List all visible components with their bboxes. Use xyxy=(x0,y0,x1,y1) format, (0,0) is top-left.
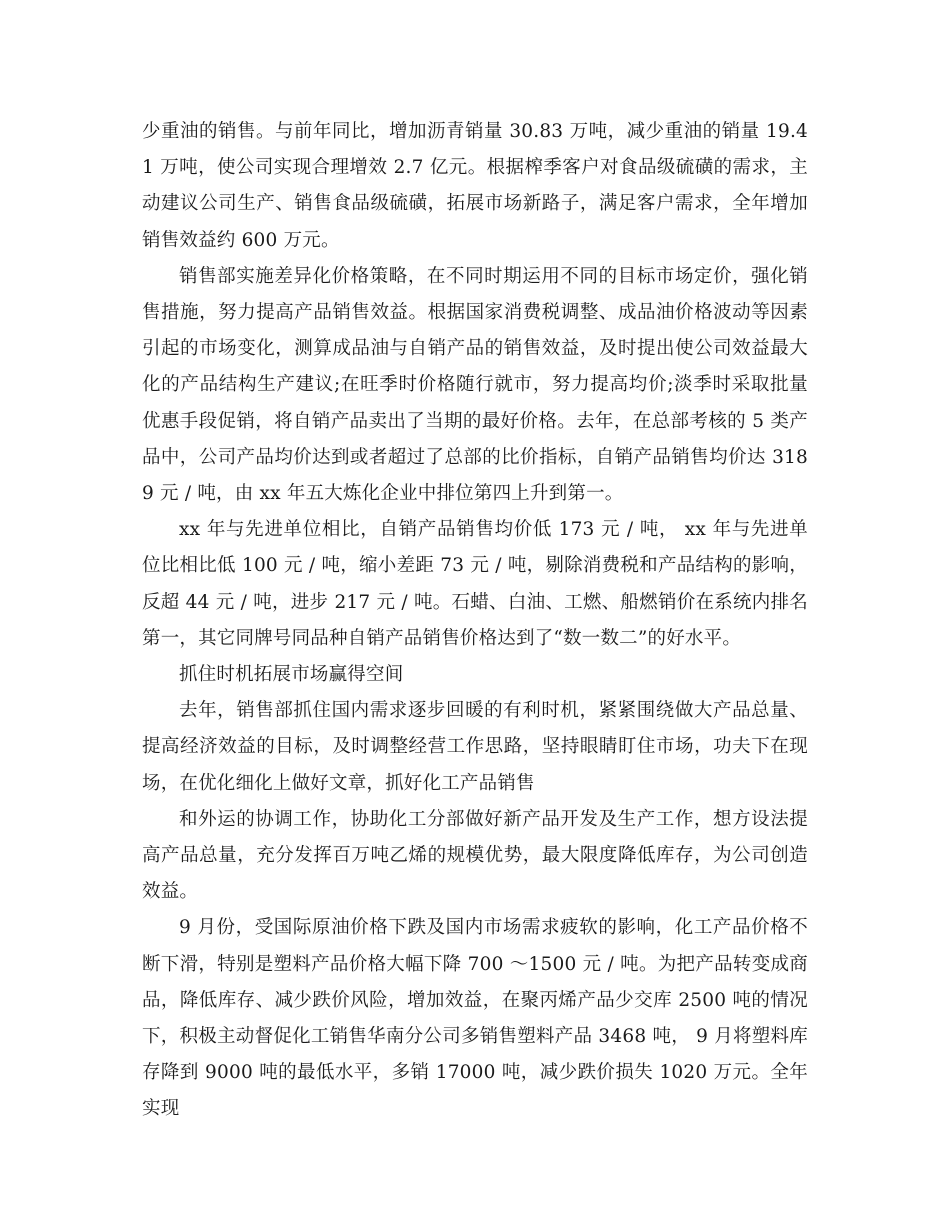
document-body xyxy=(142,114,808,1128)
paragraph-6: 9 月份，受国际原油价格下跌及国内市场需求疲软的影响，化工产品价格不断下滑，特别是塑料产品价格大幅下降 700 ～1500 元 / 吨。为把产品转变成商品，降低库存、减少跌价风险，增加效益，在聚丙烯产品少交库 2500 吨的情况下，积极主动督促化工销售华南分公司多销售塑料产品 3468 吨， 9 月将塑料库存降到 9000 吨的最低水平，多销 17000 吨，减少跌价损失 1020 万元。全年实现 xyxy=(142,917,808,1120)
section-heading: 抓住时机拓展市场赢得空间 xyxy=(179,664,404,686)
paragraph-5: 和外运的协调工作，协助化工分部做好新产品开发及生产工作，想方设法提高产品总量，充分发挥百万吨乙烯的规模优势，最大限度降低库存，为公司创造效益。 xyxy=(142,808,808,903)
paragraph-2: 销售部实施差异化价格策略，在不同时期运用不同的目标市场定价，强化销售措施，努力提高产品销售效益。根据国家消费税调整、成品油价格波动等因素引起的市场变化，测算成品油与自销产品的销售效益，及时提出使公司效益最大化的产品结构生产建议;在旺季时价格随行就市，努力提高均价;淡季时采取批量优惠手段促销，将自销产品卖出了当期的最好价格。去年，在总部考核的 5 类产品中，公司产品均价达到或者超过了总部的比价指标，自销产品销售均价达 3189 元 / 吨，由 xx 年五大炼化企业中排位第四上升到第一。 xyxy=(142,265,808,505)
paragraph-4: 去年，销售部抓住国内需求逐步回暖的有利时机，紧紧围绕做大产品总量、提高经济效益的目标，及时调整经营工作思路，坚持眼睛盯住市场，功夫下在现场，在优化细化上做好文章，抓好化工产品销售 xyxy=(142,700,808,794)
paragraph-1: 少重油的销售。与前年同比，增加沥青销量 30.83 万吨，减少重油的销量 19.41 万吨，使公司实现合理增效 2.7 亿元。根据榨季客户对食品级硫磺的需求，主动建议公司生产、销售食品级硫磺，拓展市场新路子，满足客户需求，全年增加销售效益约 600 万元。 xyxy=(142,121,808,251)
paragraph-3: xx 年与先进单位相比，自销产品销售均价低 173 元 / 吨， xx 年与先进单位比相比低 100 元 / 吨，缩小差距 73 元 / 吨，剔除消费税和产品结构的影响，反超 44 元 / 吨，进步 217 元 / 吨。石蜡、白油、工燃、船燃销价在系统内排名第一，其它同牌号同品种自销产品销售价格达到了“数一数二”的好水平。 xyxy=(142,519,808,649)
